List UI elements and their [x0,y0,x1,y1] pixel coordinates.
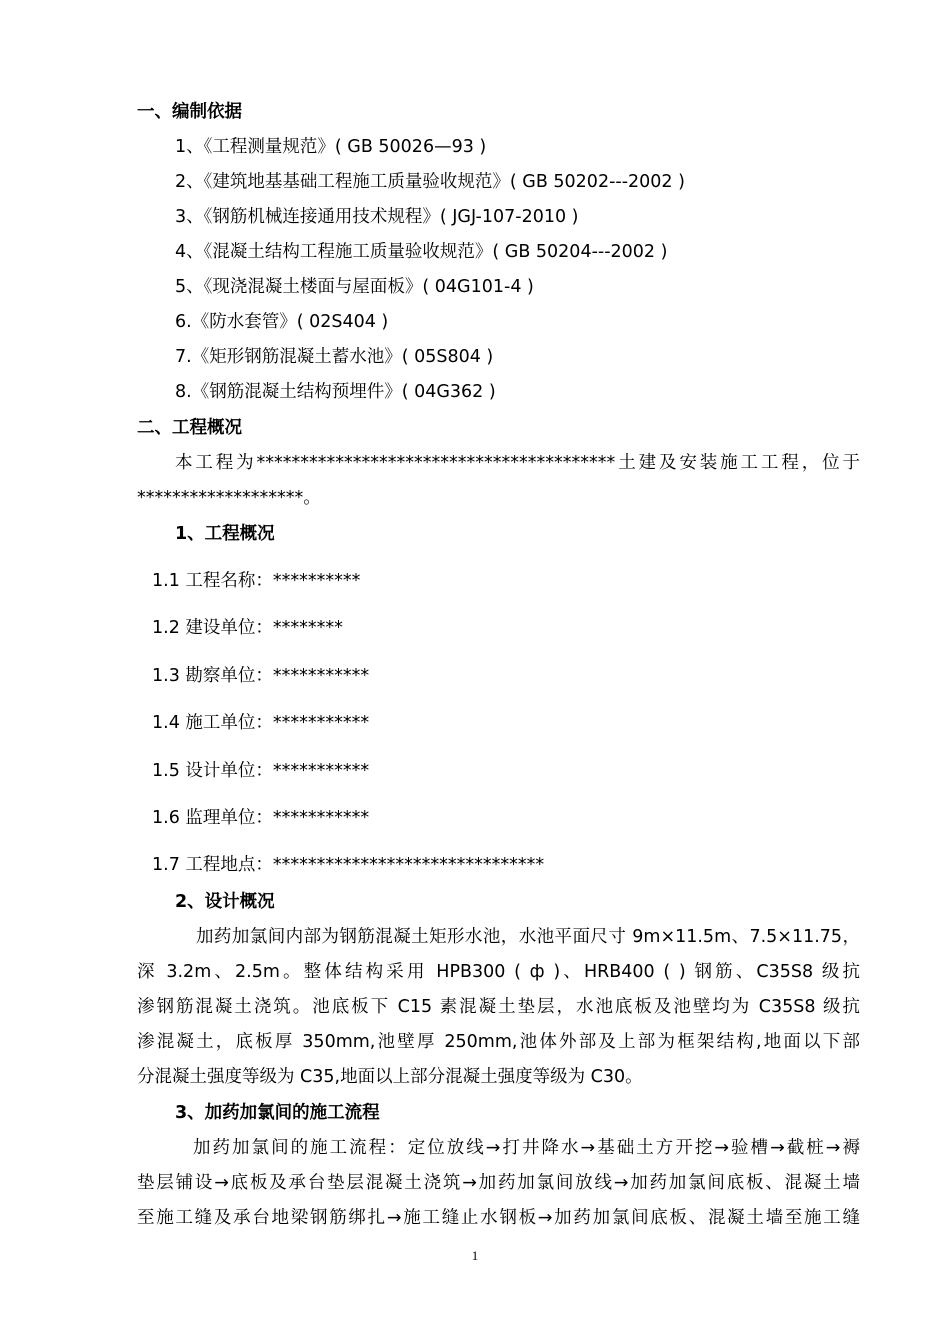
project-info-item: 1.6 监理单位：*********** [152,808,370,828]
intro-paragraph-line: 本工程为*****************************************土建及安装施工工程，位于 [175,453,860,473]
subsection-heading-process: 3、加药加氯间的施工流程 [175,1103,380,1123]
process-paragraph-line: 加药加氯间的施工流程：定位放线→打井降水→基础土方开挖→验槽→截桩→褥 [193,1138,860,1158]
project-info-item: 1.1 工程名称：********** [152,571,361,591]
reference-item: 5、《现浇混凝土楼面与屋面板》( 04G101-4 ) [175,277,534,297]
subsection-heading-design: 2、设计概况 [175,892,275,912]
reference-item: 7.《矩形钢筋混凝土蓄水池》( 05S804 ) [175,347,494,367]
page-number: 1 [471,1248,479,1263]
intro-paragraph-line: *******************。 [137,488,321,508]
reference-item: 4、《混凝土结构工程施工质量验收规范》( GB 50204---2002 ) [175,242,668,262]
section-heading-overview: 二、工程概况 [137,418,242,438]
design-paragraph-line: 渗钢筋混凝土浇筑。池底板下 C15 素混凝土垫层，水池底板及池壁均为 C35S8 级抗 [137,997,860,1017]
project-info-item: 1.2 建设单位：******** [152,618,343,638]
design-paragraph-line: 深 3.2m、2.5m。整体结构采用 HPB300 ( ф )、HRB400 ( ) 钢筋、C35S8 级抗 [137,962,860,982]
reference-item: 1、《工程测量规范》( GB 50026—93 ) [175,137,487,157]
project-info-item: 1.4 施工单位：*********** [152,713,370,733]
design-paragraph-line: 分混凝土强度等级为 C35,地面以上部分混凝土强度等级为 C30。 [137,1067,643,1087]
section-heading-basis: 一、编制依据 [137,102,242,122]
reference-item: 8.《钢筋混凝土结构预埋件》( 04G362 ) [175,382,496,402]
reference-item: 2、《建筑地基基础工程施工质量验收规范》( GB 50202---2002 ) [175,172,685,192]
reference-item: 3、《钢筋机械连接通用技术规程》( JGJ-107-2010 ) [175,207,579,227]
project-info-item: 1.5 设计单位：*********** [152,761,370,781]
process-paragraph-line: 至施工缝及承台地梁钢筋绑扎→施工缝止水钢板→加药加氯间底板、混凝土墙至施工缝 [137,1208,860,1228]
design-paragraph-line: 加药加氯间内部为钢筋混凝土矩形水池，水池平面尺寸 9m×11.5m、7.5×11.75， [196,927,860,947]
project-info-item: 1.7 工程地点：******************************* [152,855,545,875]
subsection-heading-overview: 1、工程概况 [175,524,275,544]
design-paragraph-line: 渗混凝土，底板厚 350mm,池壁厚 250mm,池体外部及上部为框架结构,地面以下部 [137,1032,860,1052]
process-paragraph-line: 垫层铺设→底板及承台垫层混凝土浇筑→加药加氯间放线→加药加氯间底板、混凝土墙 [137,1173,860,1193]
project-info-item: 1.3 勘察单位：*********** [152,666,370,686]
reference-item: 6.《防水套管》( 02S404 ) [175,312,389,332]
